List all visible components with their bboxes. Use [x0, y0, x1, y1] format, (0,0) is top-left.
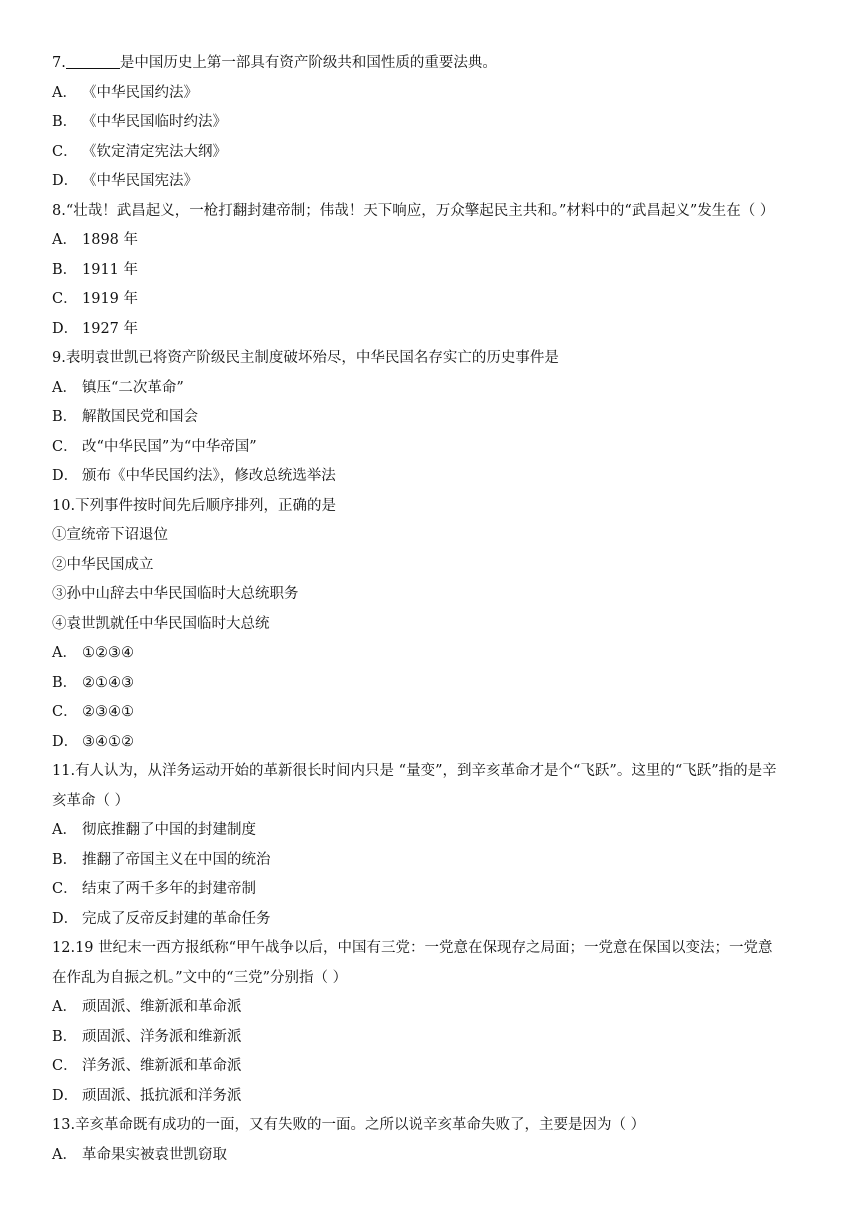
question-text: 19 世纪末一西方报纸称“甲午战争以后，中国有三党：一党意在保现存之局面；一党意在保国以变法；一党意	[75, 940, 773, 956]
option-letter: A．	[52, 379, 77, 396]
option-b[interactable]	[52, 256, 812, 286]
option-text: 《中华民国临时约法》	[82, 114, 227, 130]
option-text: 解散国民党和国会	[82, 409, 198, 425]
option-c[interactable]	[52, 1052, 812, 1082]
option-text: 1911 年	[82, 261, 139, 278]
option-text: 顽固派、维新派和革命派	[82, 999, 242, 1015]
option-d[interactable]	[52, 315, 812, 345]
question-12-stem	[52, 934, 812, 964]
question-number: 12.	[52, 940, 76, 956]
option-text: 推翻了帝国主义在中国的统治	[82, 851, 271, 868]
option-text: ①②③④	[82, 645, 134, 661]
option-b[interactable]	[52, 669, 812, 699]
option-text: 彻底推翻了中国的封建制度	[82, 822, 256, 838]
option-letter: B．	[52, 1028, 78, 1045]
answer-blank	[66, 54, 120, 69]
option-letter: D．	[52, 1087, 79, 1104]
option-a[interactable]	[52, 993, 812, 1023]
option-c[interactable]	[52, 433, 812, 463]
option-text: 结束了两千多年的封建帝制	[82, 881, 256, 897]
question-number: 9.	[52, 350, 66, 366]
option-letter: B．	[52, 674, 78, 691]
question-text: “壮哉！武昌起义，一枪打翻封建帝制；伟哉！天下响应，万众擎起民主共和。”材料中的“武昌起义”发生在（ ）	[65, 202, 775, 219]
question-11-stem	[52, 757, 812, 787]
option-text: 洋务派、维新派和革命派	[82, 1058, 242, 1074]
option-text: 顽固派、洋务派和维新派	[82, 1028, 242, 1045]
exam-page	[52, 49, 812, 1170]
question-number: 7.	[52, 55, 66, 71]
option-c[interactable]	[52, 285, 812, 315]
option-b[interactable]	[52, 1023, 812, 1053]
option-d[interactable]	[52, 905, 812, 935]
question-number: 10.	[52, 497, 76, 514]
option-b[interactable]	[52, 108, 812, 138]
event-item: ③孙中山辞去中华民国临时大总统职务	[52, 586, 299, 602]
option-letter: C．	[52, 704, 78, 720]
option-letter: A．	[52, 999, 77, 1015]
option-text: ②③④①	[82, 704, 134, 720]
question-8-stem	[52, 197, 812, 227]
option-letter: D．	[52, 733, 79, 750]
option-letter: D．	[52, 320, 79, 337]
question-text: 是中国历史上第一部具有资产阶级共和国性质的重要法典。	[119, 55, 497, 71]
option-text: 《钦定清定宪法大纲》	[82, 143, 227, 160]
option-letter: B．	[52, 261, 78, 278]
option-text: 顽固派、抵抗派和洋务派	[82, 1087, 242, 1104]
option-d[interactable]	[52, 462, 812, 492]
question-10-stem	[52, 492, 812, 522]
question-text: 下列事件按时间先后顺序排列，正确的是	[75, 497, 337, 514]
option-letter: C．	[52, 1058, 78, 1074]
question-11-stem-continued: 亥革命（ ）	[52, 792, 130, 809]
option-letter: D．	[52, 173, 79, 189]
event-item: ④袁世凯就任中华民国临时大总统	[52, 615, 270, 632]
option-text: 1927 年	[82, 320, 139, 337]
event-item: ①宣统帝下诏退位	[52, 527, 168, 543]
option-d[interactable]	[52, 1082, 812, 1112]
option-letter: D．	[52, 910, 79, 927]
option-letter: B．	[52, 409, 78, 425]
option-a[interactable]	[52, 639, 812, 669]
option-d[interactable]	[52, 728, 812, 758]
option-d[interactable]	[52, 167, 812, 197]
question-number: 13.	[52, 1117, 76, 1133]
option-b[interactable]	[52, 846, 812, 876]
option-b[interactable]	[52, 403, 812, 433]
question-text: 表明袁世凯已将资产阶级民主制度破坏殆尽，中华民国名存实亡的历史事件是	[65, 350, 559, 366]
event-item: ②中华民国成立	[52, 556, 154, 573]
option-text: 改“中华民国”为“中华帝国”	[82, 438, 257, 455]
question-text: 辛亥革命既有成功的一面，又有失败的一面。之所以说辛亥革命失败了，主要是因为（ ）	[75, 1117, 646, 1133]
option-letter: B．	[52, 114, 78, 130]
option-letter: B．	[52, 851, 78, 868]
question-13-stem	[52, 1111, 812, 1141]
option-letter: A．	[52, 84, 77, 101]
option-text: 完成了反帝反封建的革命任务	[82, 910, 271, 927]
option-letter: A．	[52, 645, 77, 661]
option-letter: A．	[52, 1146, 77, 1163]
option-letter: A．	[52, 232, 77, 248]
option-text: 颁布《中华民国约法》，修改总统选举法	[82, 468, 336, 484]
option-letter: C．	[52, 291, 78, 307]
option-a[interactable]	[52, 79, 812, 109]
option-a[interactable]	[52, 816, 812, 846]
option-text: ②①④③	[82, 674, 134, 691]
option-text: 《中华民国宪法》	[82, 173, 198, 189]
option-text: ③④①②	[82, 733, 134, 750]
option-a[interactable]	[52, 1141, 812, 1171]
option-c[interactable]	[52, 138, 812, 168]
question-7-stem	[52, 49, 812, 79]
question-9-stem	[52, 344, 812, 374]
question-number: 8.	[52, 202, 66, 219]
option-letter: C．	[52, 143, 78, 160]
question-12-stem-continued: 在作乱为自振之机。”文中的“三党”分别指（ ）	[52, 969, 348, 986]
option-text: 《中华民国约法》	[82, 84, 198, 101]
option-c[interactable]	[52, 698, 812, 728]
option-letter: A．	[52, 822, 77, 838]
option-a[interactable]	[52, 226, 812, 256]
option-text: 革命果实被袁世凯窃取	[82, 1146, 227, 1163]
option-letter: C．	[52, 881, 78, 897]
question-text: 有人认为，从洋务运动开始的革新很长时间内只是 “量变”，到辛亥革命才是个“飞跃”。这里的“飞跃”指的是辛	[75, 763, 777, 779]
option-text: 镇压“二次革命”	[82, 379, 184, 396]
option-text: 1898 年	[82, 232, 139, 248]
option-text: 1919 年	[82, 291, 139, 307]
option-letter: C．	[52, 438, 78, 455]
option-a[interactable]	[52, 374, 812, 404]
question-number: 11.	[52, 763, 76, 779]
option-c[interactable]	[52, 875, 812, 905]
option-letter: D．	[52, 468, 79, 484]
